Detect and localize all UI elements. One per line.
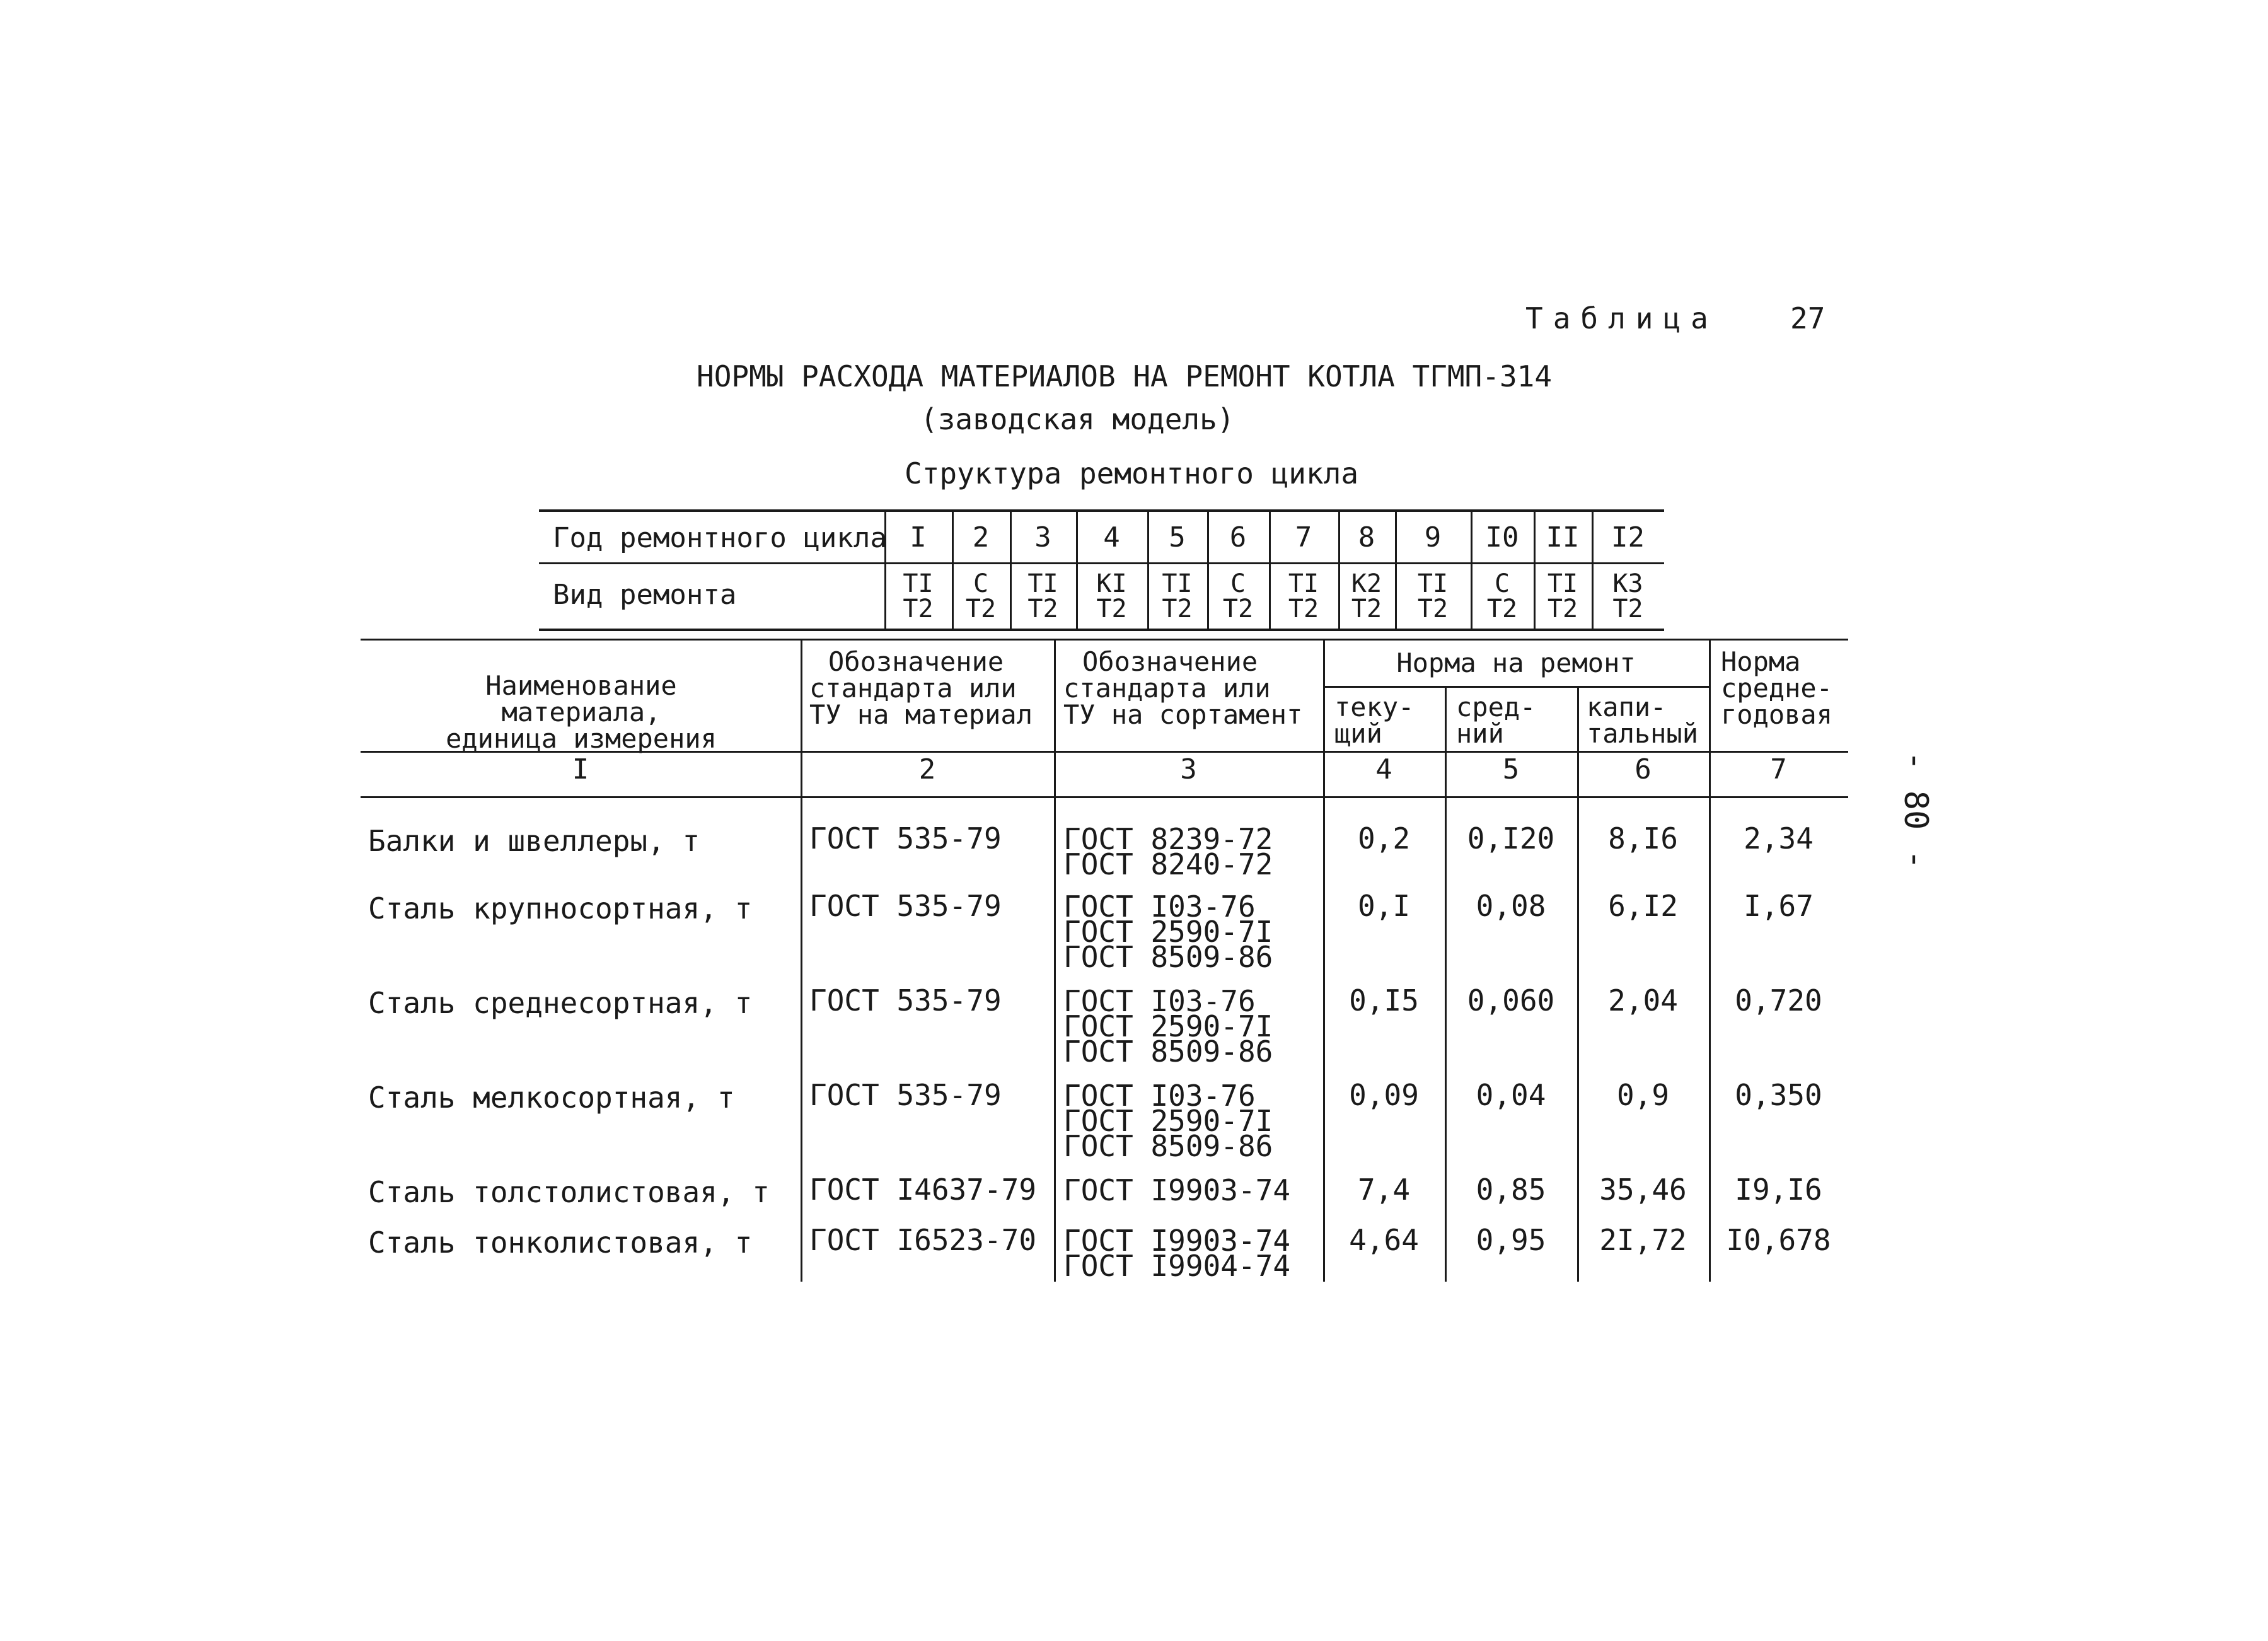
- cycle-year-cell: 4: [1103, 521, 1120, 554]
- cycle-kind-cell: ТI Т2: [1162, 569, 1193, 623]
- cycle-kind-cell: ТI Т2: [903, 569, 934, 623]
- page-title: НОРМЫ РАСХОДА МАТЕРИАЛОВ НА РЕМОНТ КОТЛА ТГМП-314: [697, 359, 1553, 393]
- cycle-year-cell: I0: [1485, 521, 1519, 554]
- header-assortment-standard: Обозначение стандарта или ТУ на сортамент: [1063, 646, 1303, 730]
- cycle-kind-cell: С Т2: [1486, 569, 1518, 623]
- header-annual-norm: Норма средне- годовая: [1721, 646, 1833, 730]
- norm-medium-cell: 0,85: [1476, 1173, 1546, 1207]
- header-repair-norm-group: Норма на ремонт: [1396, 647, 1636, 678]
- cycle-year-cell: 7: [1295, 521, 1312, 554]
- group-rule: [1323, 686, 1709, 688]
- cycle-year-cell: 6: [1229, 521, 1247, 554]
- material-standard-cell: ГОСТ 535-79: [809, 821, 1002, 855]
- norm-current-cell: 0,I5: [1349, 983, 1419, 1018]
- assortment-standard-cell: ГОСТ I9903-74: [1063, 1173, 1291, 1207]
- material-standard-cell: ГОСТ 535-79: [809, 889, 1002, 923]
- cycle-table: [539, 509, 1664, 631]
- assortment-standard-cell: ГОСТ I03-76 ГОСТ 2590-7I ГОСТ 8509-86: [1063, 1079, 1273, 1163]
- assortment-standard-cell: ГОСТ I03-76 ГОСТ 2590-7I ГОСТ 8509-86: [1063, 890, 1273, 974]
- table-top-rule: [361, 639, 1848, 641]
- cycle-row-divider: [539, 562, 1664, 564]
- norm-current-cell: 0,09: [1349, 1078, 1419, 1112]
- norm-annual-cell: 2,34: [1744, 821, 1814, 855]
- norm-annual-cell: I,67: [1744, 889, 1814, 923]
- colnum-7: 7: [1770, 753, 1787, 786]
- cycle-kind-cell: КI Т2: [1096, 569, 1127, 623]
- cycle-kind-cell: С Т2: [965, 569, 997, 623]
- material-name-cell: Сталь крупносортная, т: [368, 891, 753, 925]
- header-medium: сред- ний: [1456, 692, 1536, 749]
- norm-current-cell: 7,4: [1357, 1173, 1411, 1207]
- table-number: 27: [1790, 301, 1825, 335]
- norm-capital-cell: 8,I6: [1608, 821, 1678, 855]
- norm-annual-cell: 0,720: [1735, 983, 1822, 1018]
- norm-medium-cell: 0,I20: [1467, 821, 1555, 855]
- cycle-kind-cell: ТI Т2: [1547, 569, 1578, 623]
- cycle-year-cell: I2: [1611, 521, 1645, 554]
- materials-table: [361, 639, 1848, 1282]
- norm-annual-cell: I9,I6: [1735, 1173, 1822, 1207]
- assortment-standard-cell: ГОСТ 8239-72 ГОСТ 8240-72: [1063, 822, 1273, 881]
- material-name-cell: Сталь тонколистовая, т: [368, 1226, 753, 1260]
- assortment-standard-cell: ГОСТ I9903-74 ГОСТ I9904-74: [1063, 1224, 1291, 1283]
- norm-medium-cell: 0,08: [1476, 889, 1546, 923]
- header-material-name: Наименование материала, единица измерения: [446, 670, 717, 754]
- cycle-year-cell: 2: [972, 521, 990, 554]
- cycle-kind-cell: ТI Т2: [1027, 569, 1058, 623]
- colnum-bottom-rule: [361, 796, 1848, 798]
- cycle-kind-cell: ТI Т2: [1288, 569, 1319, 623]
- table-label: Таблица: [1525, 301, 1718, 335]
- norm-medium-cell: 0,95: [1476, 1223, 1546, 1257]
- material-standard-cell: ГОСТ 535-79: [809, 983, 1002, 1018]
- page-subtitle: (заводская модель): [920, 402, 1235, 436]
- norm-current-cell: 0,2: [1357, 821, 1411, 855]
- cycle-year-cell: II: [1546, 521, 1580, 554]
- cycle-kind-label: Вид ремонта: [553, 579, 737, 611]
- material-name-cell: Сталь толстолистовая, т: [368, 1175, 770, 1209]
- norm-capital-cell: 0,9: [1616, 1078, 1670, 1112]
- material-name-cell: Сталь мелкосортная, т: [368, 1081, 735, 1115]
- colnum-5: 5: [1502, 753, 1520, 786]
- cycle-year-cell: 9: [1424, 521, 1442, 554]
- material-name-cell: Сталь среднесортная, т: [368, 986, 753, 1020]
- cycle-year-cell: I: [910, 521, 927, 554]
- header-material-standard: Обозначение стандарта или ТУ на материал: [809, 646, 1033, 730]
- norm-annual-cell: I0,678: [1726, 1223, 1831, 1257]
- material-name-cell: Балки и швеллеры, т: [368, 824, 700, 858]
- cycle-caption: Структура ремонтного цикла: [905, 456, 1359, 490]
- cycle-kind-cell: К3 Т2: [1612, 569, 1643, 623]
- cycle-year-cell: 3: [1034, 521, 1051, 554]
- cycle-year-label: Год ремонтного цикла: [553, 522, 887, 554]
- norm-medium-cell: 0,04: [1476, 1078, 1546, 1112]
- cycle-year-cell: 8: [1358, 521, 1375, 554]
- norm-capital-cell: 2I,72: [1599, 1223, 1687, 1257]
- colnum-3: 3: [1180, 753, 1197, 786]
- norm-capital-cell: 6,I2: [1608, 889, 1678, 923]
- header-capital: капи- тальный: [1587, 692, 1699, 749]
- material-standard-cell: ГОСТ I6523-70: [809, 1223, 1037, 1257]
- norm-medium-cell: 0,060: [1467, 983, 1555, 1018]
- colnum-1: I: [572, 753, 589, 786]
- col-rule-3: [1054, 639, 1056, 1282]
- norm-current-cell: 4,64: [1349, 1223, 1419, 1257]
- cycle-year-cell: 5: [1169, 521, 1186, 554]
- cycle-kind-cell: ТI Т2: [1417, 569, 1449, 623]
- norm-capital-cell: 2,04: [1608, 983, 1678, 1018]
- header-current: теку- щий: [1334, 692, 1415, 749]
- colnum-4: 4: [1375, 753, 1392, 786]
- norm-annual-cell: 0,350: [1735, 1078, 1822, 1112]
- norm-capital-cell: 35,46: [1599, 1173, 1687, 1207]
- cycle-kind-cell: К2 Т2: [1351, 569, 1382, 623]
- assortment-standard-cell: ГОСТ I03-76 ГОСТ 2590-7I ГОСТ 8509-86: [1063, 984, 1273, 1069]
- material-standard-cell: ГОСТ I4637-79: [809, 1173, 1037, 1207]
- col-rule-2: [801, 639, 802, 1282]
- cycle-kind-cell: С Т2: [1222, 569, 1254, 623]
- page-number: - 80 -: [1896, 751, 1935, 869]
- material-standard-cell: ГОСТ 535-79: [809, 1078, 1002, 1112]
- norm-current-cell: 0,I: [1357, 889, 1411, 923]
- colnum-6: 6: [1634, 753, 1652, 786]
- colnum-2: 2: [918, 753, 936, 786]
